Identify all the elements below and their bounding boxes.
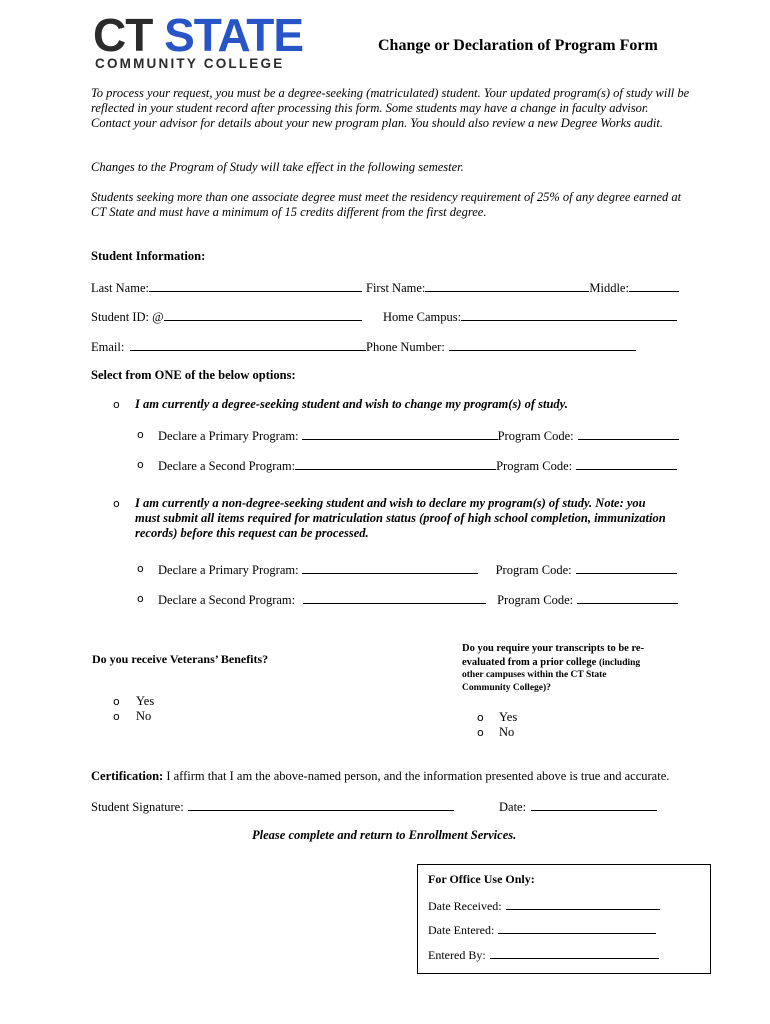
date-entered-line[interactable] xyxy=(498,921,656,934)
transcripts-yes-label: Yes xyxy=(499,710,518,724)
certification-statement xyxy=(91,769,669,784)
intro-paragraph-1: To process your request, you must be a degree-seeking (matriculated) student. Your updated program(s) of study will be reflected in your student record after processing this form. Some students may have a change in faculty advisor. Contact your advisor for details about your new program plan. You should also review a new Degree Works audit. xyxy=(91,86,690,130)
certification-text: I affirm that I am the above-named person, and the information presented above is true and accurate. xyxy=(166,769,670,783)
option1-text: I am currently a degree-seeking student and wish to change my program(s) of study. xyxy=(135,397,568,411)
transcripts-question-line2: evaluated from a prior college (including xyxy=(462,657,641,668)
entered-by-label: Entered By: xyxy=(428,948,486,962)
transcripts-yes-radio[interactable]: o xyxy=(477,711,484,724)
program-code-label: Program Code: xyxy=(497,593,574,607)
certification-label: Certification: xyxy=(91,769,164,783)
primary-program-line[interactable] xyxy=(302,561,478,574)
phone-label: Phone Number: xyxy=(366,340,445,354)
primary-program-line[interactable] xyxy=(302,427,498,440)
home-campus-field[interactable] xyxy=(383,308,677,325)
veterans-question: Do you receive Veterans’ Benefits? xyxy=(92,652,269,666)
date-line[interactable] xyxy=(531,798,657,811)
program-code-line[interactable] xyxy=(578,427,679,440)
date-received-field[interactable] xyxy=(428,897,660,914)
second-program-line[interactable] xyxy=(303,591,486,604)
student-id-line[interactable] xyxy=(164,308,362,321)
entered-by-field[interactable] xyxy=(428,946,659,963)
signature-label: Student Signature: xyxy=(91,800,184,814)
date-received-line[interactable] xyxy=(506,897,660,910)
phone-field[interactable] xyxy=(366,338,636,355)
phone-line[interactable] xyxy=(449,338,636,351)
transcripts-no-label: No xyxy=(499,725,515,739)
logo-state: STATE xyxy=(164,9,304,61)
logo-ct: CT xyxy=(93,9,153,61)
opt1-primary-field[interactable] xyxy=(158,427,679,444)
opt2-primary-bullet: o xyxy=(137,562,144,575)
return-note: Please complete and return to Enrollment Services. xyxy=(252,828,517,842)
primary-program-label: Declare a Primary Program: xyxy=(158,429,299,443)
middle-line[interactable] xyxy=(629,279,679,292)
date-field[interactable] xyxy=(499,798,657,815)
second-program-line[interactable] xyxy=(295,457,496,470)
primary-program-label: Declare a Primary Program: xyxy=(158,563,299,577)
veterans-yes-radio[interactable]: o xyxy=(113,695,120,708)
program-code-label: Program Code: xyxy=(496,459,573,473)
veterans-no-label: No xyxy=(136,709,152,723)
middle-label: Middle: xyxy=(589,281,629,295)
program-code-label: Program Code: xyxy=(495,563,572,577)
signature-field[interactable] xyxy=(91,798,454,815)
last-name-line[interactable] xyxy=(149,279,362,292)
intro-paragraph-2: Changes to the Program of Study will take effect in the following semester. xyxy=(91,160,464,174)
transcripts-no-radio[interactable]: o xyxy=(477,726,484,739)
second-program-label: Declare a Second Program: xyxy=(158,459,296,473)
entered-by-line[interactable] xyxy=(490,946,659,959)
student-info-heading: Student Information: xyxy=(91,249,206,263)
last-name-field[interactable] xyxy=(91,279,362,296)
option1-radio[interactable]: o xyxy=(113,398,120,411)
program-code-line[interactable] xyxy=(576,457,677,470)
program-code-line[interactable] xyxy=(577,591,678,604)
date-entered-label: Date Entered: xyxy=(428,923,495,937)
date-label: Date: xyxy=(499,800,527,814)
transcripts-question-line3: other campuses within the CT State xyxy=(462,670,607,680)
first-name-line[interactable] xyxy=(425,279,589,292)
veterans-yes-label: Yes xyxy=(136,694,155,708)
opt2-second-field[interactable] xyxy=(158,591,678,608)
student-id-label: Student ID: @ xyxy=(91,310,164,324)
intro-paragraph-3: Students seeking more than one associate degree must meet the residency requirement of 25% of any degree earned at CT State and must have a minimum of 15 credits different from the first degree. xyxy=(91,190,682,219)
date-received-label: Date Received: xyxy=(428,899,502,913)
opt2-primary-field[interactable] xyxy=(158,561,677,578)
transcripts-question-line4: Community College)? xyxy=(462,683,551,693)
veterans-no-radio[interactable]: o xyxy=(113,710,120,723)
signature-line[interactable] xyxy=(188,798,454,811)
option2-text-line2: must submit all items required for matriculation status (proof of high school completion, immunization xyxy=(135,511,666,525)
home-campus-label: Home Campus: xyxy=(383,310,462,324)
program-code-label: Program Code: xyxy=(497,429,574,443)
option2-text-line1: I am currently a non-degree-seeking student and wish to declare my program(s) of study. Note: you xyxy=(135,496,646,510)
college-logo xyxy=(93,10,303,60)
options-heading: Select from ONE of the below options: xyxy=(91,368,296,382)
option2-text-line3: records) before this request can be processed. xyxy=(135,526,369,540)
email-line[interactable] xyxy=(130,338,366,351)
opt1-primary-bullet: o xyxy=(137,428,144,441)
office-use-heading: For Office Use Only: xyxy=(428,872,535,886)
home-campus-line[interactable] xyxy=(461,308,677,321)
opt1-second-bullet: o xyxy=(137,458,144,471)
option2-radio[interactable]: o xyxy=(113,497,120,510)
program-code-line[interactable] xyxy=(576,561,677,574)
email-field[interactable] xyxy=(91,338,366,355)
last-name-label: Last Name: xyxy=(91,281,149,295)
opt1-second-field[interactable] xyxy=(158,457,677,474)
form-title: Change or Declaration of Program Form xyxy=(378,37,658,54)
first-name-label: First Name: xyxy=(366,281,426,295)
date-entered-field[interactable] xyxy=(428,921,656,938)
first-name-field[interactable] xyxy=(366,279,679,296)
opt2-second-bullet: o xyxy=(137,592,144,605)
transcripts-question-line1: Do you require your transcripts to be re- xyxy=(462,643,645,654)
logo-subtitle: COMMUNITY COLLEGE xyxy=(95,56,285,71)
second-program-label: Declare a Second Program: xyxy=(158,593,296,607)
email-label: Email: xyxy=(91,340,125,354)
student-id-field[interactable] xyxy=(91,308,362,325)
